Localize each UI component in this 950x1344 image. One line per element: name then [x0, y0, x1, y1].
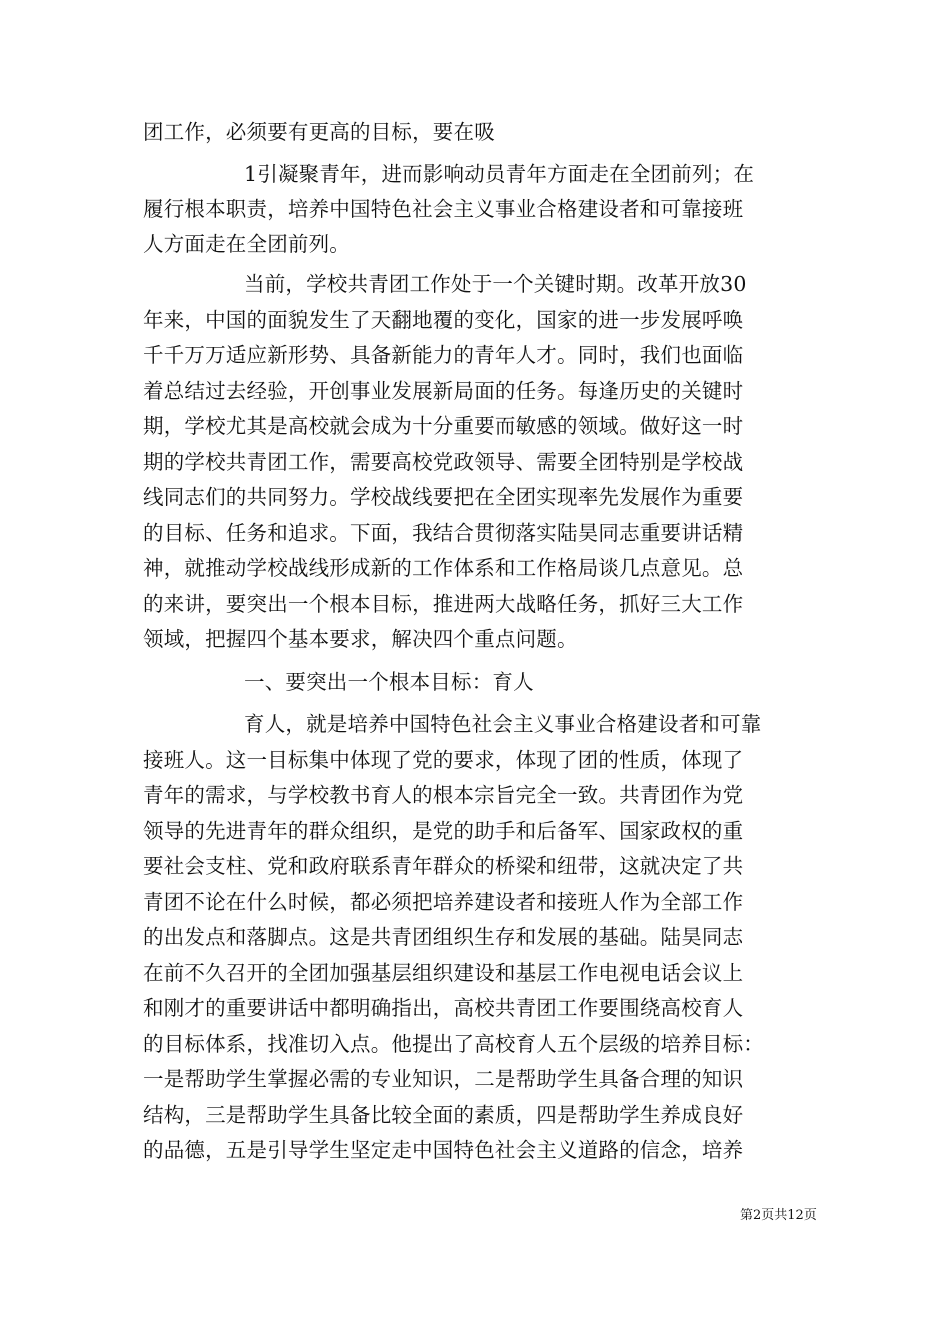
text-line: 期，学校尤其是高校就会成为十分重要而敏感的领域。做好这一时: [143, 414, 744, 438]
text-line: 1引凝聚青年，进而影响动员青年方面走在全团前列；在: [244, 162, 755, 186]
text-line: 当前，学校共青团工作处于一个关键时期。改革开放30: [244, 272, 747, 296]
text-line: 的出发点和落脚点。这是共青团组织生存和发展的基础。陆昊同志: [143, 925, 744, 949]
text-line: 团工作，必须要有更高的目标，要在吸: [143, 120, 495, 144]
text-line: 的目标、任务和追求。下面，我结合贯彻落实陆昊同志重要讲话精: [143, 521, 744, 545]
text-line: 履行根本职责，培养中国特色社会主义事业合格建设者和可靠接班: [143, 197, 744, 221]
text-line: 神，就推动学校战线形成新的工作体系和工作格局谈几点意见。总: [143, 556, 744, 580]
text-line: 青年的需求，与学校教书育人的根本宗旨完全一致。共青团作为党: [143, 783, 744, 807]
text-line: 人方面走在全团前列。: [143, 232, 350, 256]
text-line: 线同志们的共同努力。学校战线要把在全团实现率先发展作为重要: [143, 485, 744, 509]
text-line: 领域，把握四个基本要求，解决四个重点问题。: [143, 627, 578, 651]
text-line: 千千万万适应新形势、具备新能力的青年人才。同时，我们也面临: [143, 343, 744, 367]
text-line: 的品德，五是引导学生坚定走中国特色社会主义道路的信念，培养: [143, 1138, 744, 1162]
text-line: 接班人。这一目标集中体现了党的要求，体现了团的性质，体现了: [143, 748, 744, 772]
text-line: 的来讲，要突出一个根本目标，推进两大战略任务，抓好三大工作: [143, 592, 744, 616]
section-heading: 一、要突出一个根本目标：育人: [244, 670, 534, 694]
text-line: 育人，就是培养中国特色社会主义事业合格建设者和可靠: [244, 712, 762, 736]
text-line: 领导的先进青年的群众组织，是党的助手和后备军、国家政权的重: [143, 819, 744, 843]
page-number: 第2页共12页: [740, 1208, 817, 1223]
text-line: 期的学校共青团工作，需要高校党政领导、需要全团特别是学校战: [143, 450, 744, 474]
text-line: 在前不久召开的全团加强基层组织建设和基层工作电视电话会议上: [143, 961, 744, 985]
text-line: 的目标体系，找准切入点。他提出了高校育人五个层级的培养目标：: [143, 1032, 764, 1056]
text-line: 青团不论在什么时候，都必须把培养建设者和接班人作为全部工作: [143, 890, 744, 914]
text-line: 结构，三是帮助学生具备比较全面的素质，四是帮助学生养成良好: [143, 1103, 744, 1127]
text-line: 一是帮助学生掌握必需的专业知识，二是帮助学生具备合理的知识: [143, 1067, 744, 1091]
text-line: 着总结过去经验，开创事业发展新局面的任务。每逢历史的关键时: [143, 379, 744, 403]
text-line: 年来，中国的面貌发生了天翻地覆的变化，国家的进一步发展呼唤: [143, 308, 744, 332]
text-line: 和刚才的重要讲话中都明确指出，高校共青团工作要围绕高校育人: [143, 996, 744, 1020]
text-line: 要社会支柱、党和政府联系青年群众的桥梁和纽带，这就决定了共: [143, 854, 744, 878]
